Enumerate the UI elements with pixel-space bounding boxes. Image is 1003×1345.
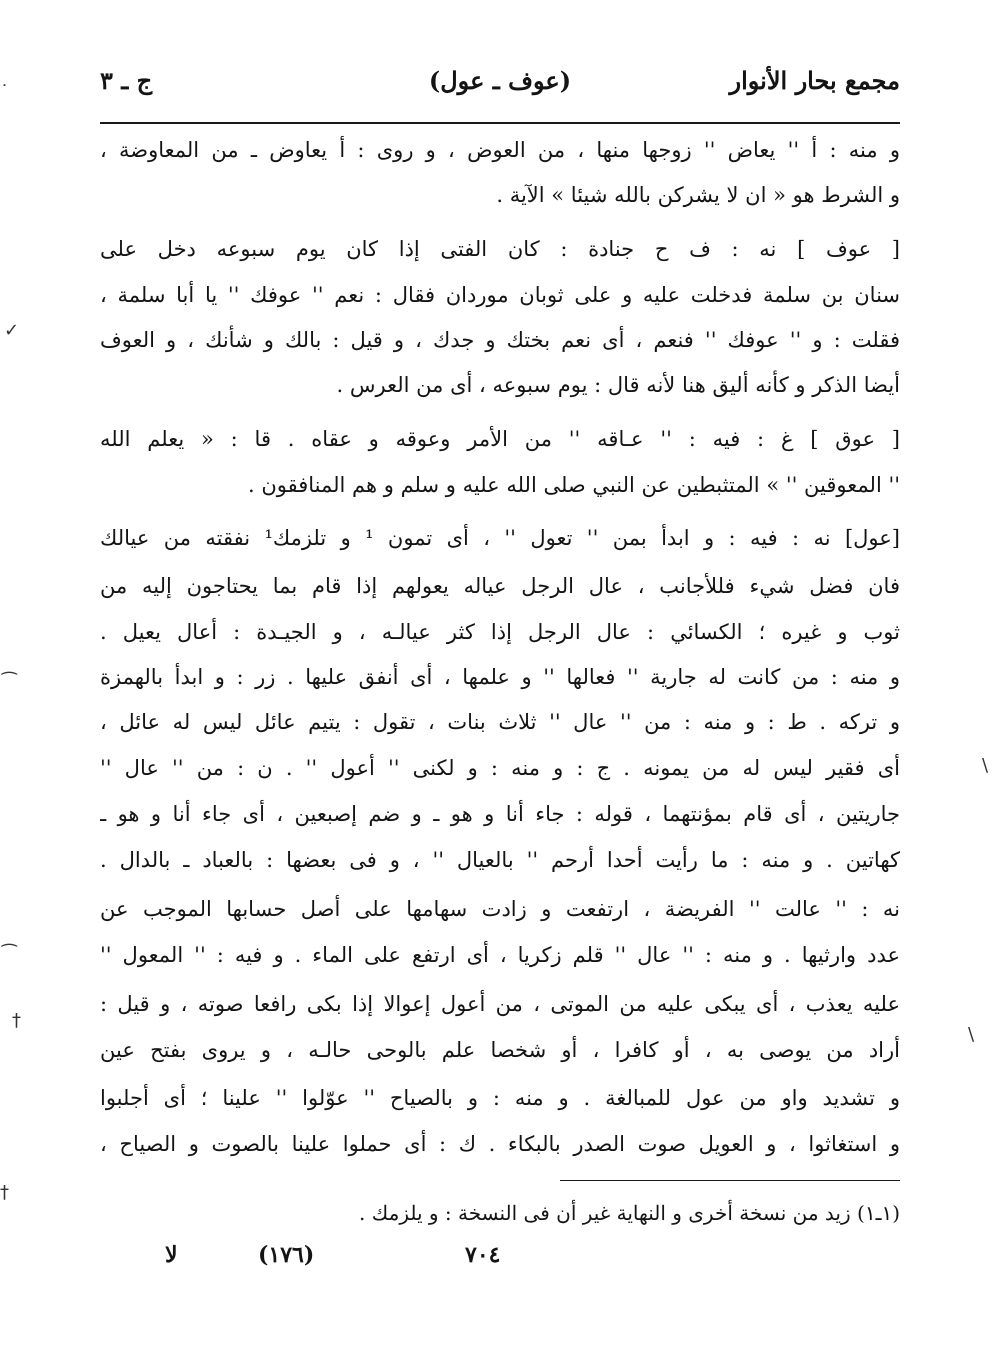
- text-line: نه : '' عالت '' الفريضة ، ارتفعت و زادت سهامها على أصل حسابها الموجب عن: [100, 897, 900, 921]
- text-line: '' المعوقين '' » المتثبطين عن النبي صلى الله عليه و سلم و هم المنافقون .: [247, 473, 900, 497]
- text-line: أيضا الذكر و كأنه أليق هنا لأنه قال : يوم سبوعه ، أى من العرس .: [336, 373, 900, 397]
- text-line: أراد من يوصى به ، أو كافرا ، أو شخصا علم بالوحى حالـه ، و يروى بفتح عين: [100, 1038, 900, 1062]
- footnote-rule: [560, 1180, 900, 1181]
- volume-page-number: (١٧٦): [258, 1242, 315, 1268]
- book-title: مجمع بحار الأنوار: [729, 66, 900, 95]
- margin-mark-icon: ✓: [4, 320, 20, 341]
- text-line: و تركه . ط : و منه : من '' عال '' ثلاث بنات ، تقول : يتيم عائل ليس له عائل ،: [100, 710, 900, 734]
- margin-mark-icon: †: [12, 1010, 21, 1031]
- text-line: سنان بن سلمة فدخلت عليه و على ثوبان موردان فقال : نعم '' عوفك '' يا أبا سلمة ،: [100, 283, 900, 307]
- text-line: كهاتين . و منه : ما رأيت أحدا أرحم '' بالعيال '' ، و فى بعضها : بالعباد ـ بالدال .: [100, 848, 900, 872]
- entry-range: (عوف ـ عول): [428, 66, 572, 95]
- text-line: عليه يعذب ، أى يبكى عليه من الموتى ، من أعول إعوالا إذا بكى رافعا صوته ، و قيل :: [100, 992, 900, 1016]
- text-line: و استغاثوا ، و العويل صوت الصدر بالبكاء . ك : أى حملوا علينا بالصوت و الصياح ،: [100, 1132, 900, 1156]
- margin-mark-icon: \: [968, 1024, 975, 1045]
- text-line: عدد وارثيها . و منه : '' عال '' قلم زكريا ، أى ارتفع على الماء . و فيه : '' المعول '': [100, 943, 900, 967]
- margin-mark-icon: ⁀: [2, 944, 17, 965]
- text-line: [ عوق ] غ : فيه : '' عـاقه '' من الأمر وعوقه و عقاه . قا : « يعلم الله: [100, 427, 900, 451]
- margin-mark-icon: ⁀: [2, 672, 17, 693]
- text-line: و منه : أ '' يعاض '' زوجها منها ، من العوض ، و روى : أ يعاوض ـ من المعاوضة ،: [100, 138, 900, 162]
- text-line: فان فضل شيء فللأجانب ، عال الرجل عياله يعولهم إذا قام بما يحتاجون إليه من: [100, 574, 900, 598]
- text-line: فقلت : و '' عوفك '' فنعم ، أى نعم بختك و جدك ، و قيل : بالك و شأنك ، و العوف: [100, 328, 900, 352]
- text-line: أى فقير ليس له من يمونه . ج : و منه : و لكنى '' أعول '' . ن : من '' عال '': [100, 756, 900, 780]
- text-line: و تشديد واو من عول للمبالغة . و منه : و بالصياح '' عوّلوا '' علينا ؛ أى أجلبوا: [100, 1086, 900, 1110]
- footnote: (١ـ١) زيد من نسخة أخرى و النهاية غير أن فى النسخة : و يلزمك .: [359, 1201, 900, 1225]
- page-number: ٧٠٤: [465, 1242, 501, 1268]
- text-line: [ عوف ] نه : ف ح جنادة : كان الفتى إذا كان يوم سبوعه دخل على: [100, 237, 900, 261]
- text-line: [عول] نه : فيه : و ابدأ بمن '' تعول '' ، أى تمون ¹ و تلزمك¹ نفقته من عيالك: [100, 526, 900, 550]
- text-line: و الشرط هو « ان لا يشركن بالله شيئا » الآية .: [496, 183, 900, 207]
- volume-label: ج ـ ٣: [100, 66, 153, 95]
- text-line: ثوب و غيره ؛ الكسائي : عال الرجل إذا كثر عيالـه ، و الجيـدة : أعال يعيل .: [100, 620, 900, 644]
- text-line: و منه : من كانت له جارية '' فعالها '' و علمها ، أى أنفق عليها . زر : و ابدأ بالهمزة: [100, 665, 900, 689]
- page-header: [100, 66, 900, 106]
- header-rule: [100, 122, 900, 124]
- margin-mark-icon: ˙: [0, 82, 9, 103]
- signature-mark: لا: [165, 1242, 178, 1268]
- text-line: جاريتين ، أى قام بمؤنتهما ، قوله : جاء أنا و هو ـ و ضم إصبعين ، أى جاء أنا و هو ـ: [100, 802, 900, 826]
- margin-mark-icon: †: [0, 1182, 9, 1203]
- margin-mark-icon: \: [982, 755, 989, 776]
